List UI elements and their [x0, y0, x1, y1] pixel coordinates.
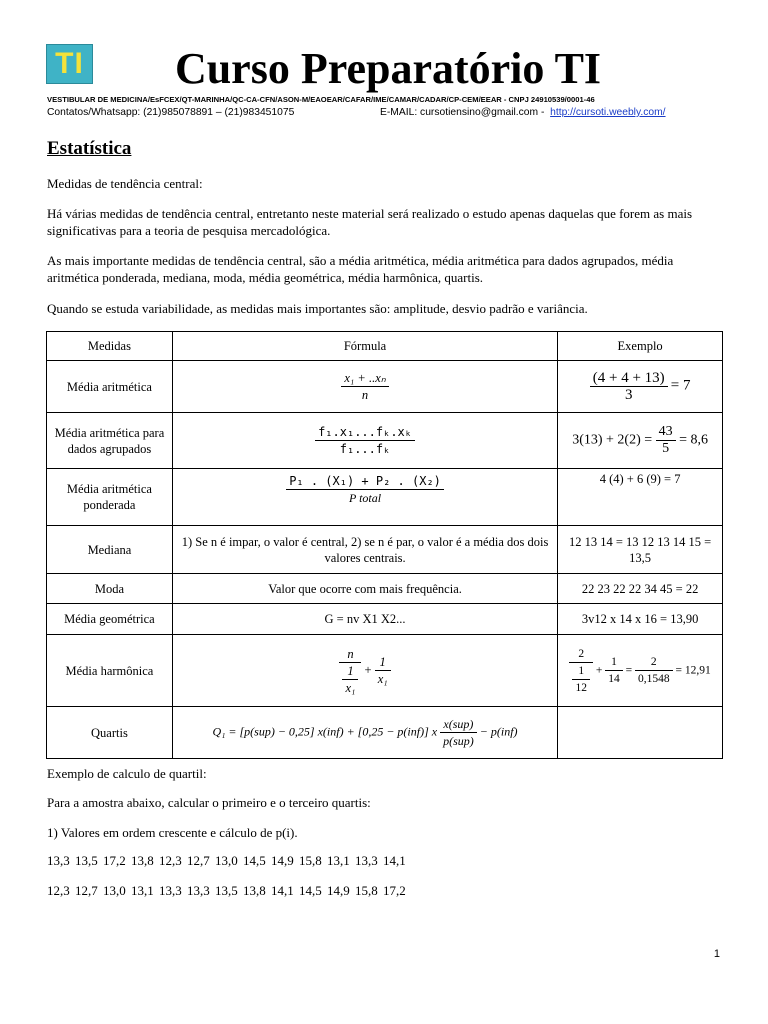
example-result: = 12,91 [675, 664, 711, 677]
fraction-denominator: x₁ [345, 680, 356, 695]
section-title: Estatística [47, 138, 132, 159]
fraction-denominator: n [361, 388, 369, 402]
example-result: = 7 [670, 377, 691, 394]
example-fraction-c [635, 654, 673, 687]
fraction-numerator: 1 [572, 663, 590, 680]
equals-sign: = [625, 664, 633, 677]
fraction-numerator: f₁.x₁...fₖ.xₖ [315, 424, 415, 441]
formula-cell [172, 635, 557, 707]
example-cell: 4 (4) + 6 (9) = 7 [558, 469, 723, 526]
header-cell: Exemplo [558, 332, 723, 361]
example-cell [558, 635, 723, 707]
exams-line: VESTIBULAR DE MEDICINA/EsFCEX/QT-MARINHA/QC-CA-CFN/ASON-M/EAOEAR/CAFAR/IME/CAMAR/CADAR/CP-CEM/EEAR - CNPJ 24910539/0001-46 [47, 95, 595, 104]
measure-name: Média aritmética [47, 361, 173, 413]
formula-cell: G = nv X1 X2... [172, 604, 557, 635]
fraction-numerator: 2 [569, 646, 593, 663]
fraction-denominator: 0,1548 [637, 673, 670, 685]
paragraph-5: Exemplo de calculo de quartil: [47, 766, 207, 781]
fraction-numerator: 1 [375, 654, 391, 671]
fraction-denominator [569, 663, 593, 696]
table-row [47, 707, 723, 759]
contacts-email: E-MAIL: cursotiensino@gmail.com - [380, 107, 545, 118]
example-cell: 12 13 14 = 13 12 13 14 15 = 13,5 [558, 526, 723, 574]
formula-fraction [341, 370, 388, 403]
logo-text: TI [55, 47, 84, 80]
example-cell [558, 361, 723, 413]
fraction-denominator [339, 663, 361, 696]
plus-sign: + [595, 664, 603, 677]
table-row [47, 574, 723, 604]
example-left: 3(13) + 2(2) = [572, 432, 653, 448]
example-result: = 8,6 [679, 432, 709, 448]
measures-table [46, 331, 723, 759]
fraction-denominator: P total [348, 491, 382, 505]
measure-name: Moda [47, 574, 173, 604]
fraction-numerator: P₁ . (X₁) + P₂ . (X₂) [286, 473, 444, 490]
table-row [47, 413, 723, 469]
nested-fraction [572, 663, 590, 696]
formula-fraction [315, 424, 415, 457]
fraction-denominator: p(sup) [443, 734, 474, 748]
page-title: Curso Preparatório TI [174, 44, 602, 93]
example-fraction-b [605, 654, 623, 687]
measure-name: Média aritmética ponderada [47, 469, 173, 526]
measure-name: Média harmônica [47, 635, 173, 707]
values-list-1: 13,3 13,5 17,2 13,8 12,3 12,7 13,0 14,5 14,9 15,8 13,1 13,3 14,1 [47, 853, 406, 868]
table-row [47, 604, 723, 635]
site-link[interactable]: http://cursoti.weebly.com/ [550, 107, 666, 118]
fraction-numerator: (4 + 4 + 13) [590, 370, 668, 387]
quartile-formula-left: Q₁ = [p(sup) − 0,25] x(inf) + [0,25 − p(inf)] x [212, 724, 438, 739]
fraction-denominator: 5 [662, 441, 670, 456]
fraction-denominator: f₁...fₖ [339, 442, 391, 456]
contacts-line [47, 107, 727, 118]
example-cell [558, 413, 723, 469]
measure-name: Média geométrica [47, 604, 173, 635]
formula-cell [172, 413, 557, 469]
formula-cell [172, 361, 557, 413]
contacts-email-group [380, 107, 666, 118]
quartile-formula-right: − p(inf) [479, 724, 518, 739]
contacts-phones: Contatos/Whatsapp: (21)985078891 – (21)983451075 [47, 107, 295, 118]
fraction-numerator: 1 [342, 663, 358, 680]
fraction-numerator: x₁ + ..xₙ [341, 370, 388, 387]
formula-cell: Valor que ocorre com mais frequência. [172, 574, 557, 604]
formula-fraction-main [339, 646, 361, 696]
measure-name: Mediana [47, 526, 173, 574]
table-row [47, 635, 723, 707]
fraction-numerator: 1 [605, 654, 623, 671]
nested-fraction [342, 663, 358, 696]
table-header-row [47, 332, 723, 361]
paragraph-1: Medidas de tendência central: [47, 176, 203, 191]
formula-fraction-second [375, 654, 391, 687]
paragraph-3: As mais importante medidas de tendência central, são a média aritmética, média aritmética para dados agrupados, média aritmética ponderada, mediana, moda, média geométrica, média harmônica, quartis. [47, 253, 674, 285]
formula-cell [172, 469, 557, 526]
fraction-numerator: 2 [635, 654, 673, 671]
example-cell: 22 23 22 22 34 45 = 22 [558, 574, 723, 604]
fraction-numerator: x(sup) [440, 716, 477, 733]
formula-fraction [286, 473, 444, 506]
fraction-denominator: 12 [575, 681, 587, 694]
fraction-numerator: n [339, 646, 361, 663]
fraction-denominator: x₁ [377, 672, 388, 686]
example-fraction-a [569, 646, 593, 696]
fraction-denominator: 3 [624, 387, 633, 403]
paragraph-2: Há várias medidas de tendência central, entretanto neste material será realizado o estudo apenas daquelas que forem as mais significativas para a teoria de pesquisa mercadológica. [47, 206, 693, 238]
header-cell: Medidas [47, 332, 173, 361]
plus-sign: + [364, 662, 372, 677]
table-row [47, 361, 723, 413]
measure-name: Quartis [47, 707, 173, 759]
example-fraction [656, 424, 676, 457]
formula-cell [172, 707, 557, 759]
example-fraction [590, 370, 668, 403]
paragraph-7: 1) Valores em ordem crescente e cálculo de p(i). [47, 825, 298, 840]
fraction-denominator: 14 [608, 673, 620, 685]
paragraph-4: Quando se estuda variabilidade, as medidas mais importantes são: amplitude, desvio padrão e variância. [47, 301, 588, 316]
paragraph-6: Para a amostra abaixo, calcular o primeiro e o terceiro quartis: [47, 795, 371, 810]
example-cell: 3v12 x 14 x 16 = 13,90 [558, 604, 723, 635]
example-cell [558, 707, 723, 759]
fraction-numerator: 43 [656, 424, 676, 441]
page-number: 1 [713, 948, 720, 960]
table-row [47, 469, 723, 526]
header-cell: Fórmula [172, 332, 557, 361]
values-list-2: 12,3 12,7 13,0 13,1 13,3 13,3 13,5 13,8 14,1 14,5 14,9 15,8 17,2 [47, 883, 406, 898]
formula-cell: 1) Se n é impar, o valor é central, 2) se n é par, o valor é a média dos dois valores centrais. [172, 526, 557, 574]
measure-name: Média aritmética para dados agrupados [47, 413, 173, 469]
table-row [47, 526, 723, 574]
quartile-fraction [440, 716, 477, 749]
